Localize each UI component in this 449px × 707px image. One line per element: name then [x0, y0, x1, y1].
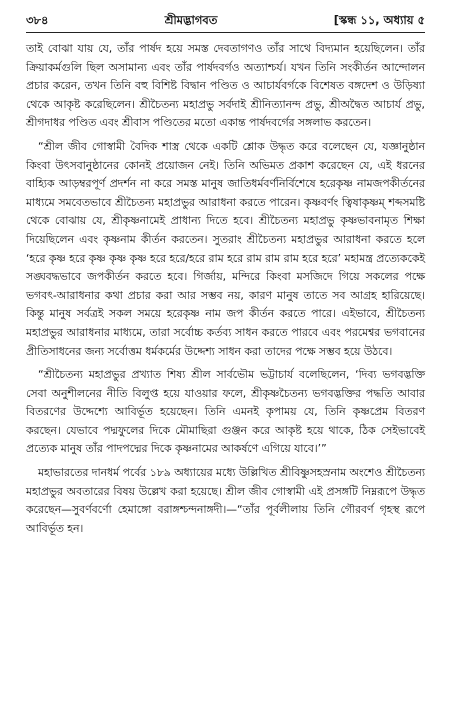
book-title: শ্রীমদ্ভাগবত — [164, 13, 218, 27]
paragraph-2: “শ্রীল জীব গোস্বামী বৈদিক শাস্ত্র থেকে একটি শ্লোক উদ্ধৃত করে বলেছেন যে, যজ্ঞানুষ্ঠান কিংবা উৎসবানুষ্ঠানের কোনই প্রয়োজন নেই। তিনি অভিমত প্রকাশ করেছেন যে, এই ধরনের বাহ্যিক আড়ম্বরপূর্ণ প্রদর্শন না করে সমস্ত মানুষ জাতিধর্মবর্ণনির্বিশেষে হরেকৃষ্ণ নামজপকীর্তনের মাধ্যমে সমবেতভাবে শ্রীচৈতন্য মহাপ্রভুর আরাধনা করতে পারেন। কৃষ্ণবর্ণং ত্বিষাকৃষ্ণম্ শব্দসমষ্টি থেকে বোঝায় যে, শ্রীকৃষ্ণনামেই প্রাধান্য দিতে হবে। শ্রীচৈতন্য মহাপ্রভু কৃষ্ণভাবনামৃত শিক্ষা দিয়েছিলেন এবং কৃষ্ণনাম কীর্তন করতেন। সুতরাং শ্রীচৈতন্য মহাপ্রভুর আরাধনা করতে হলে ‘হরে কৃষ্ণ হরে কৃষ্ণ কৃষ্ণ কৃষ্ণ হরে হরে/হরে রাম হরে রাম রাম রাম হরে হরে’ মহামন্ত্র প্রত্যেককেই সঙ্ঘবদ্ধভাবে জপকীর্তন করতে হবে। গির্জায়, মন্দিরে কিংবা মসজিদে গিয়ে সকলের পক্ষে ভগবৎ-আরাধনার কথা প্রচার করা আর সম্ভব নয়, কারণ মানুষ তাতে সব আগ্রহ হারিয়েছে। কিন্তু মানুষ সর্বত্রই সকল সময়ে হরেকৃষ্ণ নাম জপ কীর্তন করতে পারে। এইভাবে, শ্রীচৈতন্য মহাপ্রভুর আরাধনার মাধ্যমে, তারা সর্বোচ্চ কর্তব্য সাধন করতে পারবে এবং পরমেশ্বর ভগবানের প্রীতিসাধনের জন্য সর্বোত্তম ধর্মকর্মের উদ্দেশ্য সাধন করা তাদের পক্ষে সম্ভব হয়ে উঠবে। — [26, 139, 425, 358]
section-reference: [স্কন্ধ ১১, অধ্যায় ৫ — [333, 13, 425, 27]
paragraph-4: মহাভারতের দানধর্ম পর্বের ১৮৯ অধ্যায়ের মধ্যে উল্লিখিত শ্রীবিষ্ণুসহস্রনাম অংশেও শ্রীচৈতন্য মহাপ্রভুর অবতারের বিষয় উল্লেখ করা হয়েছে। শ্রীল জীব গোস্বামী এই প্রসঙ্গটি নিম্নরূপে উদ্ধৃত করেছেন—সুবর্ণবর্ণো হেমাঙ্গো বরাঙ্গশ্চন্দনাঙ্গদী।—“তাঁর পূর্বলীলায় তিনি গৌরবর্ণ গৃহস্থ রূপে আবির্ভূত হন। — [26, 466, 425, 535]
header-divider — [26, 32, 425, 33]
paragraph-3: “শ্রীচৈতন্য মহাপ্রভুর প্রখ্যাত শিষ্য শ্রীল সার্বভৌম ভট্টাচার্য বলেছিলেন, ‘দিব্য ভগবদ্ভক্তি সেবা অনুশীলনের নীতি বিলুপ্ত হয়ে যাওয়ার ফলে, শ্রীকৃষ্ণচৈতন্য ভগবদ্ভক্তির পদ্ধতি আবার বিতরণের উদ্দেশ্যে আবির্ভূত হয়েছেন। তিনি এমনই কৃপাময় যে, তিনি কৃষ্ণপ্রেম বিতরণ করছেন। যেভাবে পদ্মফুলের দিকে মৌমাছিরা গুঞ্জন করে আকৃষ্ট হয়ে থাকে, ঠিক সেইভাবেই প্রত্যেক মানুষ তাঁর পাদপদ্মের দিকে কৃষ্ণনামের আকর্ষণে এগিয়ে যাবে।’” — [26, 368, 425, 456]
running-header — [26, 12, 425, 30]
paragraph-1: তাই বোঝা যায় যে, তাঁর পার্ষদ হয়ে সমস্ত দেবতাগণও তাঁর সাথে বিদ্যমান হয়েছিলেন। তাঁর ক্রিয়াকর্মগুলি ছিল অসামান্য এবং তাঁর পার্ষদবর্গও অত্যাশ্চর্য। যখন তিনি সংকীর্তন আন্দোলন প্রচার করেন, তখন তিনি বহু বিশিষ্ট বিদ্বান পণ্ডিত ও আচার্যবর্গকে বিশেষত বঙ্গদেশ ও উড়িষ্যা থেকে আকৃষ্ট করেছিলেন। শ্রীচৈতন্য মহাপ্রভু সর্বদাই শ্রীনিত্যানন্দ প্রভু, শ্রীঅদ্বৈত আচার্য প্রভু, শ্রীগদাধর পণ্ডিত এবং শ্রীবাস পণ্ডিতের মতো একান্ত পার্ষদবর্গের সঙ্গলাভ করতেন। — [26, 42, 425, 130]
page-number: ৩৮৪ — [26, 13, 49, 27]
page-body — [26, 40, 425, 538]
